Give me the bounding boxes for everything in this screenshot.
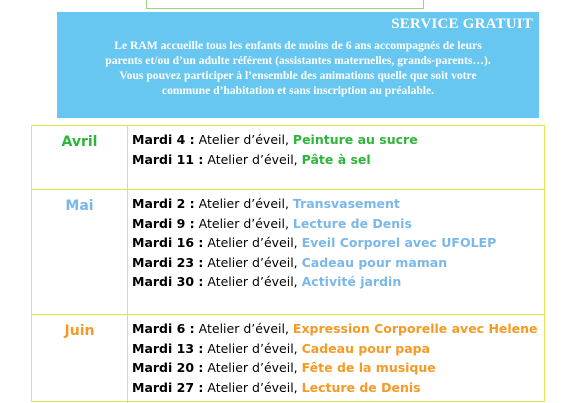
session-activity: Atelier d’éveil, xyxy=(207,235,298,251)
month-label: Mai xyxy=(32,190,128,314)
session-theme: Lecture de Denis xyxy=(301,379,421,395)
session-item xyxy=(132,150,544,170)
session-day: Mardi 4 : xyxy=(132,132,195,147)
top-frame-decoration xyxy=(146,0,424,9)
session-theme: Activité jardin xyxy=(301,274,402,290)
banner-line: parents et/ou d’un adulte référent (assistantes maternelles, grands-parents…). xyxy=(105,54,491,67)
schedule-table xyxy=(31,125,545,402)
session-item xyxy=(132,214,544,234)
session-activity: Atelier d’éveil, xyxy=(207,254,298,270)
session-activity: Atelier d’éveil, xyxy=(198,215,289,231)
session-theme: Lecture de Denis xyxy=(292,215,412,231)
session-day: Mardi 16 : xyxy=(132,235,204,251)
month-label: Avril xyxy=(32,126,128,189)
session-activity: Atelier d’éveil, xyxy=(207,274,298,290)
month-row-juin xyxy=(32,315,544,403)
month-row-avril xyxy=(32,126,544,190)
session-activity: Atelier d’éveil, xyxy=(207,151,298,167)
session-day: Mardi 13 : xyxy=(132,340,204,356)
session-day: Mardi 20 : xyxy=(132,360,204,376)
banner-text xyxy=(61,38,535,98)
session-day: Mardi 30 : xyxy=(132,274,204,290)
session-item xyxy=(132,319,544,339)
session-activity: Atelier d’éveil, xyxy=(207,360,298,376)
banner-title: SERVICE GRATUIT xyxy=(391,16,533,32)
session-day: Mardi 27 : xyxy=(132,379,204,395)
session-theme: Transvasement xyxy=(292,196,400,211)
session-theme: Expression Corporelle avec Helene xyxy=(292,321,538,336)
session-theme: Peinture au sucre xyxy=(292,132,418,147)
free-service-banner xyxy=(57,12,539,118)
sessions-list xyxy=(128,315,544,403)
banner-line: commune d’habitation et sans inscription au préalable. xyxy=(161,84,435,97)
session-activity: Atelier d’éveil, xyxy=(207,340,298,356)
session-item xyxy=(132,233,544,253)
session-activity: Atelier d’éveil, xyxy=(198,321,289,336)
session-item xyxy=(132,194,544,214)
session-day: Mardi 9 : xyxy=(132,215,195,231)
session-item xyxy=(132,272,544,292)
session-item xyxy=(132,130,544,150)
sessions-list xyxy=(128,190,544,314)
session-item xyxy=(132,358,544,378)
session-theme: Cadeau pour papa xyxy=(301,340,431,356)
session-theme: Eveil Corporel avec UFOLEP xyxy=(301,235,497,251)
session-item xyxy=(132,253,544,273)
session-day: Mardi 23 : xyxy=(132,254,204,270)
session-theme: Fête de la musique xyxy=(301,360,436,376)
month-row-mai xyxy=(32,190,544,315)
session-activity: Atelier d’éveil, xyxy=(198,132,289,147)
session-activity: Atelier d’éveil, xyxy=(207,379,298,395)
banner-line: Vous pouvez participer à l’ensemble des animations quelle que soit votre xyxy=(119,69,477,82)
month-label: Juin xyxy=(32,315,128,403)
session-day: Mardi 6 : xyxy=(132,321,195,336)
banner-line: Le RAM accueille tous les enfants de moins de 6 ans accompagnés de leurs xyxy=(114,39,482,52)
session-day: Mardi 11 : xyxy=(132,151,204,167)
session-day: Mardi 2 : xyxy=(132,196,195,211)
session-theme: Cadeau pour maman xyxy=(301,254,448,270)
session-theme: Pâte à sel xyxy=(301,151,371,167)
session-activity: Atelier d’éveil, xyxy=(198,196,289,211)
session-item xyxy=(132,339,544,359)
session-item xyxy=(132,378,544,398)
sessions-list xyxy=(128,126,544,189)
